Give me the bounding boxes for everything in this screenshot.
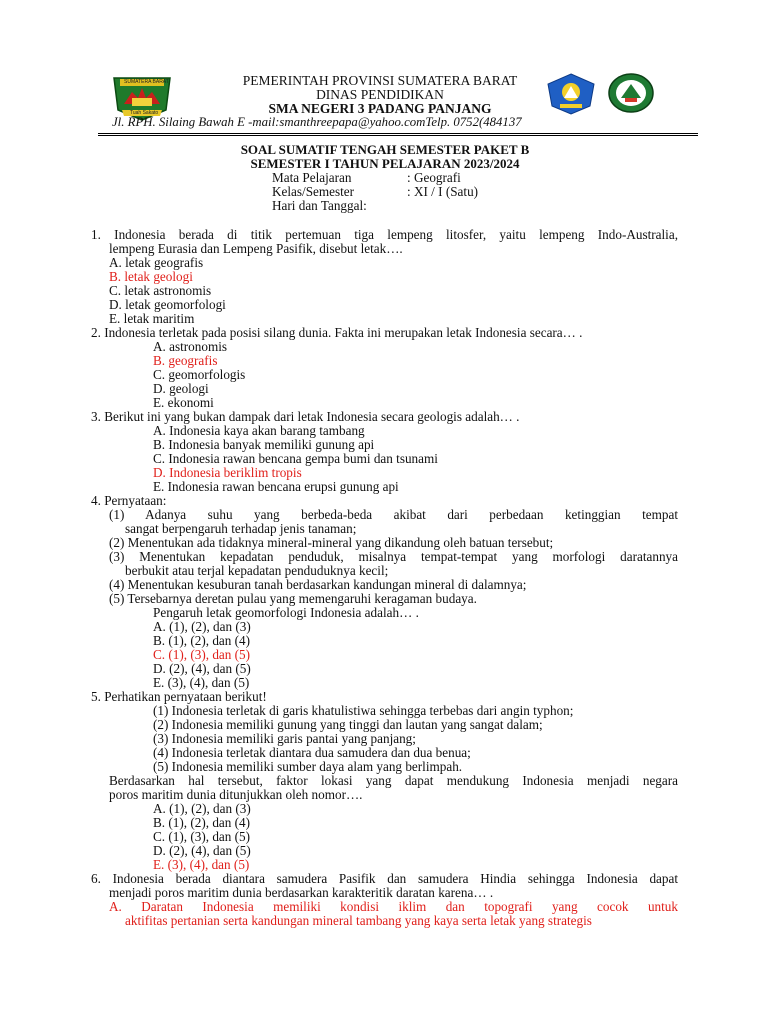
- school-logo: [607, 72, 655, 114]
- q5-option-e-answer: E. (3), (4), dan (5): [153, 857, 250, 872]
- q1-option-b-answer: B. letak geologi: [109, 269, 193, 284]
- q3-option-c: C. Indonesia rawan bencana gempa bumi dan tsunami: [153, 451, 438, 466]
- q5-statement-4: (4) Indonesia terletak diantara dua samudera dan dua benua;: [153, 745, 471, 760]
- field-label-subject: Mata Pelajaran: [272, 170, 352, 185]
- q1-text-line-1: 1. Indonesia berada di titik pertemuan tiga lempeng litosfer, yaitu lempeng Indo-Australia,: [91, 227, 678, 242]
- field-value-class: : XI / I (Satu): [407, 184, 479, 199]
- q5-prompt-line-1: Berdasarkan hal tersebut, faktor lokasi yang dapat mendukung Indonesia menjadi negara: [109, 773, 678, 788]
- q5-option-b: B. (1), (2), dan (4): [153, 815, 251, 830]
- q4-statement-1a: (1) Adanya suhu yang berbeda-beda akibat dari perbedaan ketinggian tempat: [109, 507, 678, 522]
- q4-statement-5: (5) Tersebarnya deretan pulau yang memengaruhi keragaman budaya.: [109, 591, 477, 606]
- q5-statement-3: (3) Indonesia memiliki garis pantai yang panjang;: [153, 731, 416, 746]
- q4-prompt: Pengaruh letak geomorfologi Indonesia adalah… .: [153, 605, 419, 620]
- field-label-date: Hari dan Tanggal:: [272, 198, 367, 213]
- q1-option-a: A. letak geografis: [109, 255, 204, 270]
- q1-option-e: E. letak maritim: [109, 311, 195, 326]
- emblem-top-text: SUMATERA BARAT: [124, 79, 169, 85]
- header-line-2: DINAS PENDIDIKAN: [316, 87, 444, 102]
- q3-option-b: B. Indonesia banyak memiliki gunung api: [153, 437, 375, 452]
- q1-option-d: D. letak geomorfologi: [109, 297, 226, 312]
- q4-option-d: D. (2), (4), dan (5): [153, 661, 251, 676]
- q4-text: 4. Pernyataan:: [91, 493, 167, 508]
- q6-text-line-2: menjadi poros maritim dunia berdasarkan karakteritik daratan karena… .: [109, 885, 494, 900]
- q3-text: 3. Berikut ini yang bukan dampak dari letak Indonesia secara geologis adalah… .: [91, 409, 520, 424]
- q2-option-c: C. geomorfologis: [153, 367, 246, 382]
- q6-option-a-answer-line-1: A. Daratan Indonesia memiliki kondisi iklim dan topografi yang cocok untuk: [109, 899, 678, 914]
- q1-option-c: C. letak astronomis: [109, 283, 212, 298]
- q3-option-a: A. Indonesia kaya akan barang tambang: [153, 423, 365, 438]
- q4-statement-3a: (3) Menentukan kepadatan penduduk, misalnya tempat-tempat yang morfologi daratannya: [109, 549, 678, 564]
- header-divider-bottom: [98, 135, 698, 136]
- header-school-name: SMA NEGERI 3 PADANG PANJANG: [268, 101, 492, 116]
- exam-title-2: SEMESTER I TAHUN PELAJARAN 2023/2024: [250, 156, 520, 171]
- q5-statement-5: (5) Indonesia memiliki sumber daya alam yang berlimpah.: [153, 759, 463, 774]
- q4-option-b: B. (1), (2), dan (4): [153, 633, 251, 648]
- q2-option-b-answer: B. geografis: [153, 353, 218, 368]
- q5-prompt-line-2: poros maritim dunia ditunjukkan oleh nomor….: [109, 787, 363, 802]
- field-value-subject: : Geografi: [407, 170, 461, 185]
- q2-option-e: E. ekonomi: [153, 395, 214, 410]
- q1-text-line-2: lempeng Eurasia dan Lempeng Pasifik, disebut letak….: [109, 241, 403, 256]
- q5-option-a: A. (1), (2), dan (3): [153, 801, 251, 816]
- q3-option-e: E. Indonesia rawan bencana erupsi gunung api: [153, 479, 399, 494]
- q2-option-a: A. astronomis: [153, 339, 227, 354]
- header-address: Jl. RPH. Silaing Bawah E -mail:smanthreepapa@yahoo.comTelp. 0752(484137: [112, 115, 522, 129]
- q5-option-c: C. (1), (3), dan (5): [153, 829, 251, 844]
- q3-option-d-answer: D. Indonesia beriklim tropis: [153, 465, 302, 480]
- exam-title-1: SOAL SUMATIF TENGAH SEMESTER PAKET B: [240, 142, 530, 157]
- q4-statement-3b: berbukit atau terjal kepadatan penduduknya kecil;: [125, 563, 389, 578]
- q5-text: 5. Perhatikan pernyataan berikut!: [91, 689, 267, 704]
- q4-option-e: E. (3), (4), dan (5): [153, 675, 250, 690]
- q5-statement-2: (2) Indonesia memiliki gunung yang tinggi dan lautan yang sangat dalam;: [153, 717, 543, 732]
- q2-option-d: D. geologi: [153, 381, 209, 396]
- q5-option-d: D. (2), (4), dan (5): [153, 843, 251, 858]
- emblem-ribbon-text: Tuah Sakato: [130, 110, 159, 116]
- q5-statement-1: (1) Indonesia terletak di garis khatulistiwa sehingga terbebas dari angin typhon;: [153, 703, 574, 718]
- header-divider-top: [98, 133, 698, 134]
- q4-statement-1b: sangat berpengaruh terhadap jenis tanaman;: [125, 521, 357, 536]
- q6-text-line-1: 6. Indonesia berada diantara samudera Pasifik dan samudera Hindia sehingga Indonesia dapat: [91, 871, 678, 886]
- q4-statement-4: (4) Menentukan kesuburan tanah berdasarkan kandungan mineral di dalamnya;: [109, 577, 527, 592]
- q4-option-c-answer: C. (1), (3), dan (5): [153, 647, 251, 662]
- field-label-class: Kelas/Semester: [272, 184, 355, 199]
- q6-option-a-answer-line-2: aktifitas pertanian serta kandungan mineral tambang yang kaya serta letak yang strategis: [125, 913, 592, 928]
- q4-option-a: A. (1), (2), dan (3): [153, 619, 251, 634]
- q4-statement-2: (2) Menentukan ada tidaknya mineral-mineral yang dikandung oleh batuan tersebut;: [109, 535, 554, 550]
- header-line-1: PEMERINTAH PROVINSI SUMATERA BARAT: [242, 73, 518, 88]
- q2-text: 2. Indonesia terletak pada posisi silang dunia. Fakta ini merupakan letak Indonesia secara… .: [91, 325, 583, 340]
